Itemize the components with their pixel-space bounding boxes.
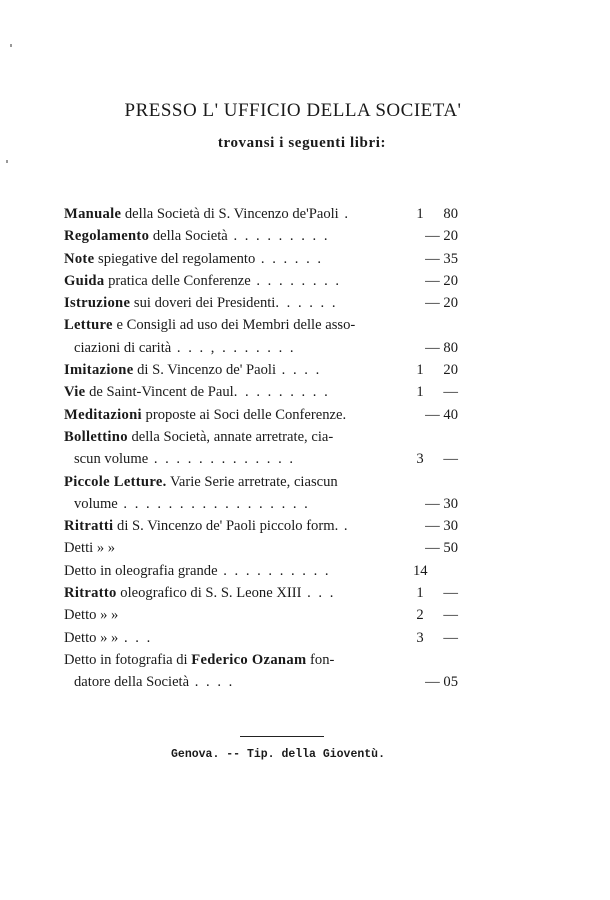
leader-dots: . xyxy=(338,518,350,535)
list-item xyxy=(64,359,458,381)
entry-text xyxy=(64,604,118,626)
leader-dots: . . . . . . xyxy=(275,295,338,312)
price-lire: 3 xyxy=(416,629,424,646)
list-item xyxy=(64,649,458,671)
entry-description: ciazioni di carità xyxy=(74,339,172,356)
paper-speck xyxy=(10,44,12,47)
leader-dots: . xyxy=(338,206,351,222)
entry-description: Detto » » xyxy=(64,607,119,624)
entry-text xyxy=(64,203,350,225)
entry-text xyxy=(64,314,355,336)
entry-title: Piccole Letture. xyxy=(64,473,167,490)
list-item xyxy=(64,292,458,314)
book-list xyxy=(64,203,458,694)
list-item xyxy=(64,448,458,470)
price-cents: — 05 xyxy=(425,674,458,691)
entry-description: de Saint-Vincent de Paul xyxy=(85,384,234,401)
leader-dots: . . . . . . . . . . xyxy=(217,562,331,579)
entry-text xyxy=(64,381,330,403)
entry-title: Istruzione xyxy=(64,295,131,312)
list-item xyxy=(64,225,458,247)
entry-text xyxy=(64,404,346,426)
list-item xyxy=(64,560,458,582)
entry-description: proposte ai Soci delle Conferenze. xyxy=(141,406,347,423)
price-lire: 2 xyxy=(416,607,424,624)
price-cents: — 35 xyxy=(425,250,458,267)
price-cents: — 50 xyxy=(425,540,458,557)
price-cents: — 40 xyxy=(425,406,458,423)
list-item xyxy=(64,537,458,559)
entry-text xyxy=(64,649,334,671)
page-subtitle: trovansi i seguenti libri: xyxy=(217,135,387,151)
price-cents: — 30 xyxy=(425,518,458,535)
entry-text xyxy=(64,292,338,314)
leader-dots: . . . . . . . . . xyxy=(233,384,330,401)
list-item xyxy=(64,604,458,626)
price-cents: — xyxy=(443,451,458,468)
entry-text xyxy=(64,582,335,604)
entry-title: Regolamento xyxy=(64,228,150,245)
entry-text xyxy=(64,359,321,381)
leader-dots: . . . , . . . . . . . xyxy=(171,339,296,356)
entry-description: di S. Vincenzo de' Paoli xyxy=(133,362,277,379)
entry-description: spiegative del regolamento xyxy=(94,250,256,267)
entry-description: volume xyxy=(74,495,118,512)
entry-description: pratica delle Conferenze xyxy=(104,272,251,289)
entry-text xyxy=(64,471,338,493)
list-item xyxy=(64,515,458,537)
entry-description: Detto » » xyxy=(64,629,119,646)
leader-dots: . . . xyxy=(118,629,153,646)
entry-title: Letture xyxy=(64,317,113,334)
list-item xyxy=(64,203,458,225)
price-lire: 1 xyxy=(416,206,424,222)
entry-description: oleografico di S. S. Leone XIII xyxy=(116,585,302,602)
paper-speck xyxy=(6,160,8,163)
leader-dots: . . . xyxy=(301,585,336,602)
leader-dots: . . . . . . . . . xyxy=(227,228,330,245)
entry-title: Bollettino xyxy=(64,428,128,445)
entry-title: Guida xyxy=(64,272,105,289)
entry-title: Meditazioni xyxy=(64,406,142,423)
price-cents: — 80 xyxy=(425,339,458,356)
entry-title: Note xyxy=(64,250,95,267)
price-cents: — xyxy=(443,607,458,624)
list-item xyxy=(64,493,458,515)
entry-text xyxy=(64,627,152,649)
price-lire: 1 xyxy=(416,585,424,602)
entry-title: Vie xyxy=(64,384,86,401)
entry-description: Detto in fotografia di xyxy=(64,651,192,668)
list-item xyxy=(64,248,458,270)
entry-text xyxy=(74,337,296,359)
entry-text xyxy=(64,515,350,537)
entry-text xyxy=(64,248,323,270)
entry-text xyxy=(64,537,115,559)
entry-text xyxy=(64,426,333,448)
leader-dots: . . . . . . xyxy=(255,250,324,267)
entry-description: datore della Società xyxy=(74,674,190,691)
leader-dots: . . . . . . . . xyxy=(250,272,342,289)
entry-text xyxy=(64,225,329,247)
entry-text xyxy=(64,560,331,582)
price-cents: — 20 xyxy=(425,272,458,289)
entry-description: della Società di S. Vincenzo de'Paoli xyxy=(121,206,339,222)
entry-text xyxy=(74,493,310,515)
entry-description-cont: fon- xyxy=(306,651,335,668)
entry-description: e Consigli ad uso dei Membri delle asso- xyxy=(112,317,356,334)
entry-description: scun volume xyxy=(74,451,149,468)
page-title: PRESSO L' UFFICIO DELLA SOCIETA' xyxy=(124,100,462,121)
price-cents: — 20 xyxy=(425,295,458,312)
price-lire: 3 xyxy=(416,451,424,468)
list-item xyxy=(64,270,458,292)
entry-description: della Società, annate arretrate, cia- xyxy=(127,428,334,445)
list-item xyxy=(64,627,458,649)
entry-description: di S. Vincenzo de' Paoli piccolo form. xyxy=(113,518,339,535)
list-item xyxy=(64,471,458,493)
list-item xyxy=(64,337,458,359)
entry-title: Ritratto xyxy=(64,585,117,602)
entry-text xyxy=(64,270,341,292)
price-cents: — xyxy=(443,629,458,646)
entry-description: Varie Serie arretrate, ciascun xyxy=(166,473,338,490)
entry-title: Manuale xyxy=(64,206,122,222)
leader-dots: . . . . xyxy=(276,362,322,379)
price-cents: — xyxy=(443,384,458,401)
price-lire: 14 xyxy=(413,562,428,579)
leader-dots: . . . . xyxy=(189,674,235,691)
printer-imprint: Genova. -- Tip. della Gioventù. xyxy=(171,748,385,761)
divider-rule xyxy=(240,736,324,737)
list-item xyxy=(64,314,458,336)
leader-dots: . . . . . . . . . . . . . . . . . xyxy=(117,495,310,512)
entry-description: della Società xyxy=(149,228,228,245)
leader-dots: . . . . . . . . . . . . . xyxy=(148,451,296,468)
price-cents: 80 xyxy=(443,206,458,222)
entry-title: Ritratti xyxy=(64,518,114,535)
list-item xyxy=(64,381,458,403)
entry-description: Detto in oleografia grande xyxy=(64,562,218,579)
price-cents: — xyxy=(443,585,458,602)
entry-description: Detti » » xyxy=(64,540,116,557)
entry-text xyxy=(74,448,295,470)
list-item xyxy=(64,404,458,426)
entry-text xyxy=(74,671,234,693)
entry-description: sui doveri dei Presidenti xyxy=(130,295,276,312)
price-lire: 1 xyxy=(416,384,424,401)
price-lire: 1 xyxy=(416,362,424,379)
entry-author-name: Federico Ozanam xyxy=(191,651,307,668)
price-cents: — 20 xyxy=(425,228,458,245)
entry-title: Imitazione xyxy=(64,362,134,379)
price-cents: — 30 xyxy=(425,495,458,512)
list-item xyxy=(64,426,458,448)
list-item xyxy=(64,671,458,693)
list-item xyxy=(64,582,458,604)
price-cents: 20 xyxy=(443,362,458,379)
